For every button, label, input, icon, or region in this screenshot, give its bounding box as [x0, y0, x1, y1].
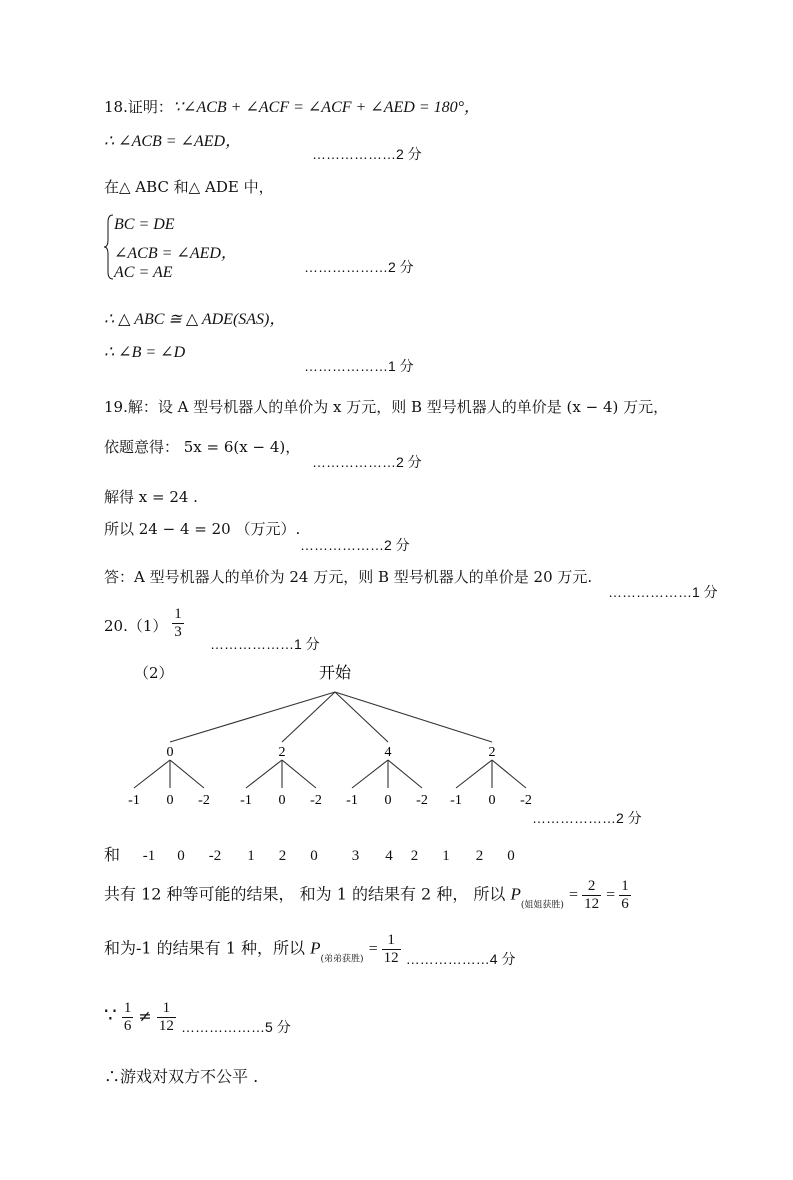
total-outcomes-text: 共有 12 种等可能的结果， 和为 1 的结果有 2 种， 所以 — [104, 884, 506, 904]
tree-node-l2-1-2: -2 — [310, 793, 322, 808]
tree-branch-root-0 — [170, 692, 335, 742]
tree-node-l2-3-0: -1 — [450, 793, 462, 808]
sum-value: 2 — [278, 848, 287, 864]
q19-line5: 答：A 型号机器人的单价为 24 万元，则 B 型号机器人的单价是 20 万元. — [104, 568, 593, 586]
sum-value: 3 — [351, 848, 360, 864]
q18-line2: ∴ ∠ACB = ∠AED， — [104, 133, 242, 150]
q19-score-2: ………………2 分 — [300, 537, 410, 553]
sister-prob-fraction — [582, 878, 601, 912]
tree-branch-root-2 — [335, 692, 388, 742]
q18-score-1: ………………2 分 — [312, 146, 422, 162]
tree-branch-0-2 — [170, 760, 204, 788]
tree-branch-3-2 — [492, 760, 526, 788]
probability-line-1: 共有 12 种等可能的结果， 和为 1 的结果有 2 种， 所以 $P_{(姐姐获胜)}$ = $\frac{2}{12}$ = $\frac{1}{6}$ — [104, 878, 629, 912]
tree-node-l2-1-0: -1 — [240, 793, 252, 808]
q18-score-3: ………………1 分 — [304, 358, 414, 374]
q18-score-2: ………………2 分 — [304, 259, 414, 275]
q18-line4: ∴ △ ABC ≅ △ ADE(SAS)， — [104, 311, 286, 328]
tree-root-branches — [170, 692, 492, 742]
comparison-line — [104, 1000, 291, 1034]
sum-value: 1 — [247, 848, 255, 864]
tree-node-l2-2-2: -2 — [416, 793, 428, 808]
q18-line1 — [104, 94, 480, 117]
conclusion: ∴游戏对双方不公平 . — [104, 1067, 259, 1086]
q19-line2: 依题意得： 5x = 6(x − 4)， — [104, 438, 301, 456]
sum-value: 0 — [177, 848, 185, 864]
tree-level2-branches — [134, 760, 526, 788]
tree-node-l1-2: 4 — [384, 745, 392, 760]
tree-branch-2-2 — [388, 760, 422, 788]
tree-node-l2-0-0: -1 — [128, 793, 140, 808]
tree-root-label: 开始 — [318, 663, 352, 682]
sum-value: 0 — [310, 848, 318, 864]
sum-value: -2 — [208, 848, 222, 864]
q19-score-1: ………………2 分 — [312, 454, 422, 470]
sums-row — [104, 842, 515, 865]
fraction-numerator: 1 — [621, 878, 629, 894]
q20-part2-label: （2） — [134, 664, 174, 682]
fraction-denominator: 6 — [123, 1017, 132, 1034]
tree-node-l2-0-1: 0 — [166, 793, 174, 808]
fraction-denominator: 12 — [383, 949, 399, 966]
fraction-numerator: 1 — [162, 1000, 171, 1016]
q20-part1-label: 20.（1） — [104, 617, 168, 635]
fraction-numerator: 1 — [174, 606, 182, 622]
fraction-denominator: 12 — [158, 1017, 174, 1034]
q20-score-3: ………………4 分 — [405, 950, 516, 967]
tree-branch-2-0 — [352, 760, 388, 788]
tree-node-l2-2-0: -1 — [346, 793, 358, 808]
tree-node-l1-3: 2 — [488, 745, 496, 760]
brother-wins-subscript: (弟弟获胜) — [320, 954, 364, 965]
q18-system-eq2: ∠ACB = ∠AED， — [114, 245, 237, 262]
tree-diagram — [100, 660, 540, 810]
q20-score-4: ………………5 分 — [181, 1018, 291, 1035]
tree-node-l1-0: 0 — [166, 745, 174, 760]
not-equal-symbol: ≠ — [138, 1006, 152, 1026]
because-symbol: ∵ — [104, 1002, 117, 1027]
fraction-numerator: 1 — [387, 932, 395, 948]
sum-value: 0 — [507, 848, 515, 864]
compare-fraction-b — [157, 1000, 176, 1034]
fraction-denominator: 6 — [621, 895, 629, 912]
sister-prob-simplified — [619, 878, 631, 912]
q18-angle-equation: ∵∠ACB + ∠ACF = ∠ACF + ∠AED = 180°， — [172, 99, 481, 116]
q19-line4: 所以 24 − 4 = 20 （万元）. — [104, 520, 301, 538]
q20-score-1: ………………1 分 — [210, 636, 320, 652]
tree-node-l2-2-1: 0 — [384, 793, 392, 808]
fraction-denominator: 3 — [174, 623, 182, 640]
q20-part1-fraction — [172, 606, 184, 640]
tree-node-l2-1-1: 0 — [278, 793, 286, 808]
tree-node-l2-3-1: 0 — [488, 793, 496, 808]
sum-value: 4 — [385, 848, 393, 864]
tree-node-l2-3-2: -2 — [520, 793, 532, 808]
tree-branch-1-0 — [246, 760, 282, 788]
q19-score-3: ………………1 分 — [608, 584, 718, 600]
compare-fraction-a — [122, 1000, 134, 1034]
tree-branch-3-0 — [456, 760, 492, 788]
system-brace — [104, 214, 114, 280]
fraction-numerator: 1 — [123, 1000, 132, 1016]
sums-label: 和 — [104, 845, 121, 864]
tree-node-l1-1: 2 — [278, 745, 286, 760]
tree-branch-0-0 — [134, 760, 170, 788]
q18-line3: 在△ ABC 和△ ADE 中， — [104, 178, 274, 196]
tree-level2 — [128, 793, 532, 808]
sum-value: -1 — [142, 848, 156, 864]
tree-branch-1-2 — [282, 760, 316, 788]
fraction-denominator: 12 — [584, 895, 600, 912]
sum-value: 2 — [410, 848, 419, 864]
q20-score-2: ………………2 分 — [532, 810, 642, 826]
q18-system-eq1: BC = DE — [114, 216, 175, 233]
sister-wins-subscript: (姐姐获胜) — [520, 900, 564, 911]
minus-one-outcomes-text: 和为-1 的结果有 1 种，所以 — [104, 938, 306, 958]
q19-line1: 19.解：设 A 型号机器人的单价为 x 万元，则 B 型号机器人的单价是 (x − 4) 万元， — [104, 398, 669, 416]
tree-node-l2-0-2: -2 — [198, 793, 210, 808]
probability-line-2: 和为-1 的结果有 1 种，所以 $P_{(弟弟获胜)}$ = $\frac{1}{12}$ ………………4 分 — [104, 932, 516, 967]
q18-line5: ∴ ∠B = ∠D — [104, 344, 186, 361]
brother-prob-fraction — [382, 932, 401, 966]
tree-branch-root-3 — [335, 692, 492, 742]
q19-line3: 解得 x = 24 . — [104, 488, 198, 506]
tree-level1 — [167, 745, 496, 760]
sums-values — [125, 846, 515, 864]
sum-value: 1 — [442, 848, 450, 864]
q20-part1 — [104, 606, 184, 640]
sum-value: 2 — [475, 848, 484, 864]
q18-system-eq3: AC = AE — [114, 264, 173, 281]
q18-label: 18.证明： — [104, 98, 173, 116]
fraction-numerator: 2 — [587, 878, 596, 894]
